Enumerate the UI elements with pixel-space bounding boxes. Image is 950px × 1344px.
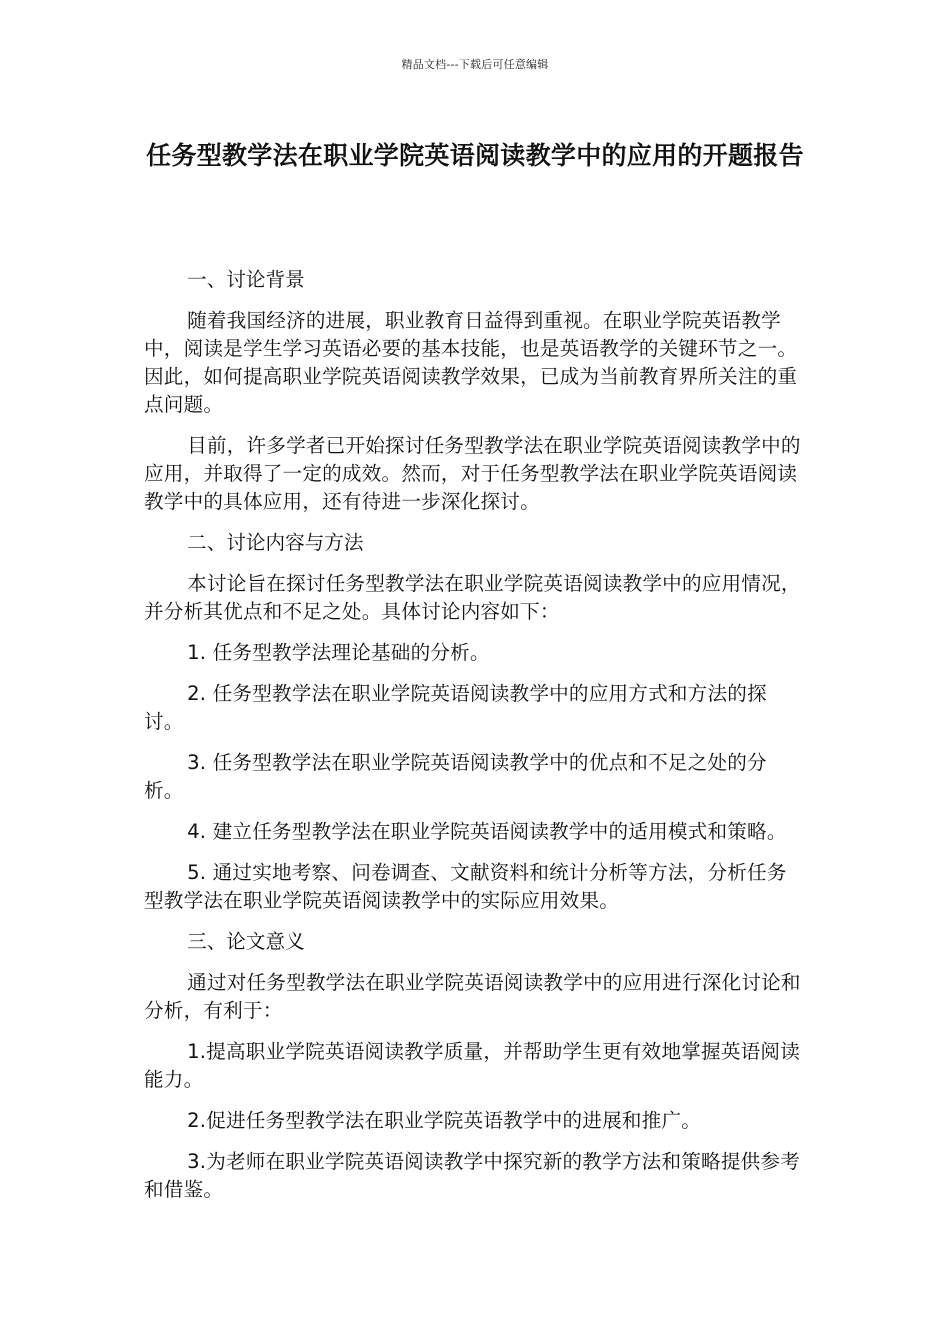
- document-title: 任务型教学法在职业学院英语阅读教学中的应用的开题报告: [146, 141, 804, 170]
- body-paragraph: 通过对任务型教学法在职业学院英语阅读教学中的应用进行深化讨论和分析，有利于：: [144, 971, 801, 1022]
- section-heading: 一、讨论背景: [187, 268, 305, 291]
- section-heading: 二、讨论内容与方法: [187, 531, 364, 554]
- list-item: 4. 建立任务型教学法在职业学院英语阅读教学中的适用模式和策略。: [187, 820, 787, 843]
- list-item: 1. 任务型教学法理论基础的分析。: [187, 641, 490, 664]
- body-paragraph: 随着我国经济的进展，职业教育日益得到重视。在职业学院英语教学中，阅读是学生学习英语必要的基本技能，也是英语教学的关键环节之一。因此，如何提高职业学院英语阅读教学效果，已成为当前教育界所关注的重点问题。: [144, 309, 798, 416]
- list-item: 1.提高职业学院英语阅读教学质量，并帮助学生更有效地掌握英语阅读能力。: [144, 1040, 801, 1091]
- section-heading: 三、论文意义: [187, 930, 305, 953]
- body-paragraph: 本讨论旨在探讨任务型教学法在职业学院英语阅读教学中的应用情况，并分析其优点和不足之处。具体讨论内容如下：: [144, 572, 801, 623]
- body-paragraph: 目前，许多学者已开始探讨任务型教学法在职业学院英语阅读教学中的应用，并取得了一定的成效。然而，对于任务型教学法在职业学院英语阅读教学中的具体应用，还有待进一步深化探讨。: [144, 434, 801, 513]
- list-item: 2. 任务型教学法在职业学院英语阅读教学中的应用方式和方法的探讨。: [144, 682, 767, 733]
- document-body: [144, 266, 806, 1217]
- list-item: 2.促进任务型教学法在职业学院英语教学中的进展和推广。: [187, 1109, 702, 1132]
- list-item: 3.为老师在职业学院英语阅读教学中探究新的教学方法和策略提供参考和借鉴。: [144, 1150, 801, 1201]
- list-item: 3. 任务型教学法在职业学院英语阅读教学中的优点和不足之处的分析。: [144, 751, 767, 802]
- list-item: 5. 通过实地考察、问卷调查、文献资料和统计分析等方法，分析任务型教学法在职业学院英语阅读教学中的实际应用效果。: [144, 861, 787, 912]
- header-note: 精品文档---下载后可任意编辑: [401, 58, 549, 71]
